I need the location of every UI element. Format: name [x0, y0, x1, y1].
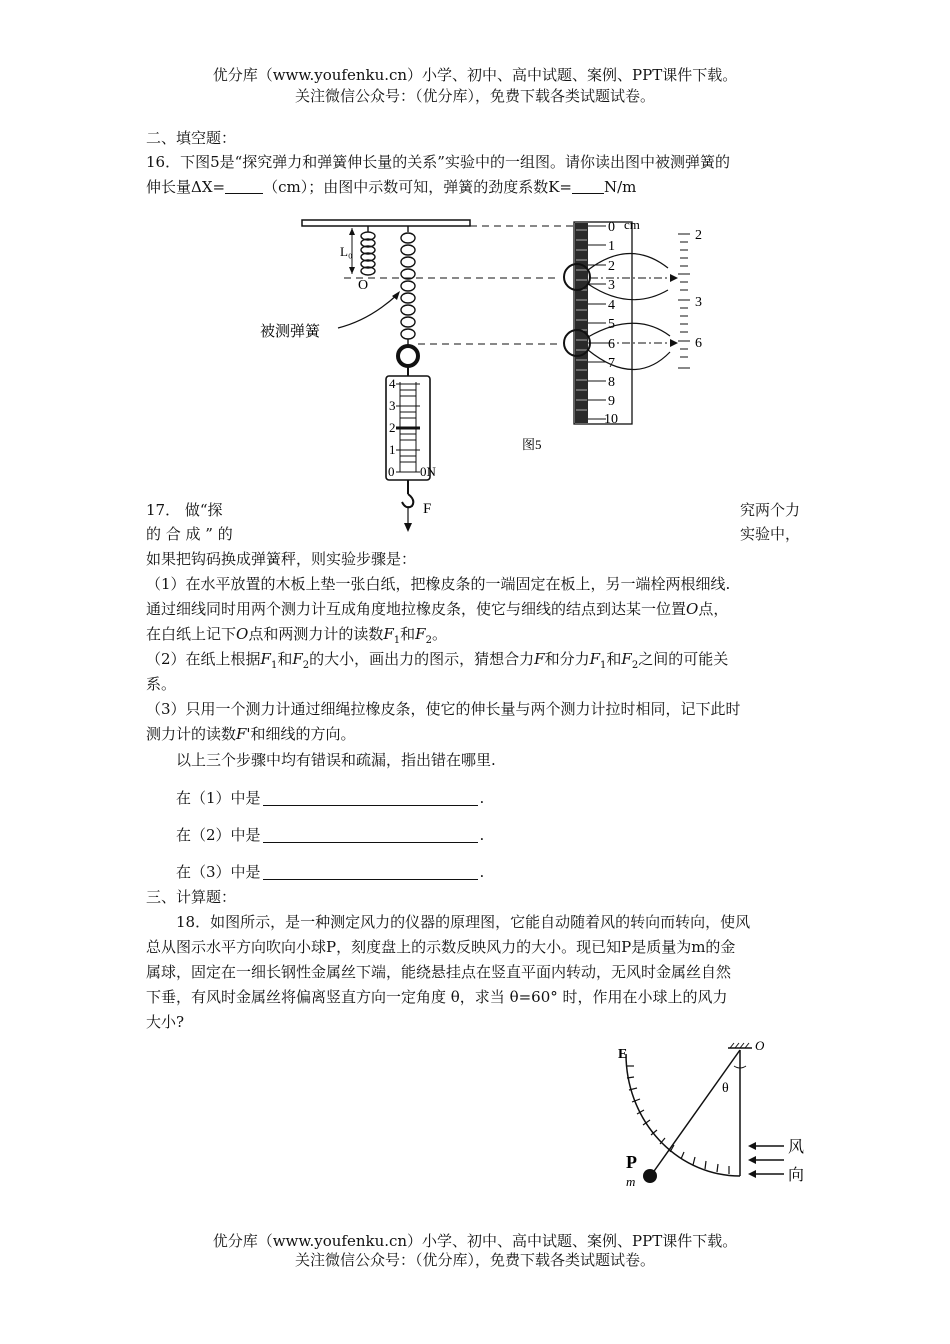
q17-step3-a: （3）只用一个测力计通过细绳拉橡皮条，使它的伸长量与两个测力计拉时相同，记下此时 — [146, 700, 741, 718]
figure5-caption: 图5 — [522, 437, 542, 452]
q17-line1-right: 究两个力 — [740, 501, 801, 519]
q17-f1: F — [383, 625, 394, 643]
q17-step2-and: 和 — [277, 650, 293, 668]
arc-scale — [626, 1054, 740, 1176]
q17-step1-b-o: O — [686, 600, 699, 618]
o-label: O — [358, 278, 369, 293]
q17-and: 和 — [400, 625, 416, 643]
q17-line2-left: 的 合 成 ” 的 — [146, 525, 233, 543]
dyn-tick-3: 3 — [389, 398, 396, 413]
q16-text-b: （cm）；由图中示数可知，弹簧的劲度系数K= — [263, 178, 572, 196]
q17-line1-left: 17． 做“探 — [146, 501, 223, 519]
q17-ans1-label: 在（1）中是 — [176, 789, 261, 807]
q17-step3-b — [146, 722, 806, 746]
q17-step2-f1-sub: 1 — [270, 660, 278, 671]
q17-step2-and-b: 和 — [606, 650, 622, 668]
q16-line2 — [146, 175, 806, 199]
figure5-diagram — [250, 210, 720, 535]
ruler-tick-0: 0 — [608, 220, 615, 235]
page-header-line2: 关注微信公众号：（优分库），免费下载各类试题试卷。 — [294, 87, 655, 105]
ruler-tick-7: 7 — [608, 356, 615, 371]
section3-title: 三、计算题： — [146, 888, 237, 906]
q17-step2-f1b-sub: 1 — [600, 660, 607, 671]
q16-blank-deltax[interactable] — [225, 179, 263, 194]
q16-line1: 16．下图5是“探究弹力和弹簧伸长量的关系”实验中的一组图。请你读出图中被测弹簧的 — [146, 153, 730, 171]
q17-f2: F — [415, 625, 426, 643]
wind-meter-diagram — [610, 1040, 820, 1190]
bottom-hook — [402, 494, 413, 507]
q17-step1-b-end: 点， — [698, 600, 729, 618]
q17-step2-f2b-sub: 2 — [631, 660, 639, 671]
ruler-tick-6: 6 — [608, 337, 615, 352]
q18-line2: 总从图示水平方向吹向小球P，刻度盘上的示数反映风力的大小。现已知P是质量为m的金 — [146, 938, 736, 956]
zoom-label-6: 6 — [695, 336, 702, 351]
hook-ring — [398, 346, 418, 366]
q17-step2-e: 系。 — [146, 675, 177, 693]
page-footer-line1: 优分库（www.youfenku.cn）小学、初中、高中试题、案例、PPT课件下载。 — [212, 1232, 738, 1250]
dyn-tick-1: 1 — [389, 442, 396, 457]
q16-blank-k[interactable] — [572, 179, 604, 194]
dyn-unit: 0N — [420, 464, 436, 479]
m-label: m — [626, 1174, 636, 1189]
theta-label: θ — [722, 1081, 729, 1096]
page-footer-line2: 关注微信公众号：（优分库），免费下载各类试题试卷。 — [294, 1251, 655, 1269]
q18-line5: 大小? — [146, 1013, 185, 1031]
q17-step2-d: 之间的可能关 — [638, 650, 729, 668]
force-label: F — [423, 501, 432, 517]
p-label: P — [626, 1152, 637, 1172]
dyn-tick-2: 2 — [389, 420, 396, 435]
metal-wire — [652, 1050, 740, 1174]
ball-p — [643, 1169, 657, 1183]
q17-ans2-period: . — [479, 826, 485, 844]
q17-answer2 — [176, 823, 836, 847]
q18-line1: 18．如图所示，是一种测定风力的仪器的原理图，它能自动随着风的转向而转向，使风 — [176, 913, 751, 931]
q17-ans1-period: . — [479, 789, 485, 807]
q18-line3: 属球，固定在一细长钢性金属丝下端，能绕悬挂点在竖直平面内转动，无风时金属丝自然 — [146, 963, 732, 981]
q17-ans3-blank[interactable] — [263, 863, 478, 880]
q17-step2-b: 的大小，画出力的图示，猜想合力 — [309, 650, 535, 668]
q17-step1-c-a: 在白纸上记下 — [146, 625, 237, 643]
q17-step2-f2-sub: 2 — [302, 660, 310, 671]
q17-step3-b-text: 测力计的读数 — [146, 725, 237, 743]
q18-line4: 下垂，有风时金属丝将偏离竖直方向一定角度 θ，求当 θ=60° 时，作用在小球上的风力 — [146, 988, 728, 1006]
tested-spring — [401, 226, 415, 347]
q17-ans2-label: 在（2）中是 — [176, 826, 261, 844]
q17-step2-f: F — [534, 650, 545, 668]
page-header-line1: 优分库（www.youfenku.cn）小学、初中、高中试题、案例、PPT课件下载。 — [212, 66, 738, 84]
spring-label: 被测弹簧 — [260, 324, 321, 340]
ruler-tick-10: 10 — [604, 412, 618, 427]
pivot-label: O — [755, 1040, 765, 1053]
section2-title: 二、填空题： — [146, 129, 237, 147]
natural-spring — [361, 226, 375, 275]
dyn-tick-0: 0 — [388, 464, 395, 479]
q16-text-c: N/m — [604, 178, 637, 196]
q17-step3-fp: F' — [236, 725, 251, 743]
q17-step1-a: （1）在水平放置的木板上垫一张白纸，把橡皮条的一端固定在板上，另一端栓两根细线. — [146, 575, 731, 593]
q17-step2-f2b: F — [621, 650, 632, 668]
q17-step3-c: 和细线的方向。 — [250, 725, 356, 743]
ruler-tick-8: 8 — [608, 375, 615, 390]
ruler-unit: cm — [624, 217, 640, 232]
q17-step2-f1: F — [260, 650, 271, 668]
ruler-tick-9: 9 — [608, 394, 615, 409]
q17-question: 以上三个步骤中均有错误和疏漏，指出错在哪里. — [176, 751, 496, 769]
ceiling-bar — [302, 220, 470, 226]
dyn-tick-4: 4 — [389, 376, 396, 391]
q17-step2-a: （2）在纸上根据 — [146, 650, 261, 668]
l0-label: L₀ — [340, 244, 353, 259]
zoom-label-2: 2 — [695, 228, 702, 243]
ruler-tick-5: 5 — [608, 317, 615, 332]
q17-step2-f2: F — [292, 650, 303, 668]
ruler-tick-4: 4 — [608, 298, 615, 313]
q17-answer3 — [176, 860, 836, 884]
e-label: E — [618, 1047, 628, 1062]
q17-f2-sub: 2 — [425, 635, 432, 646]
q17-f1-sub: 1 — [393, 635, 401, 646]
q17-line3: 如果把钩码换成弹簧秤，则实验步骤是： — [146, 550, 417, 568]
q17-step2-f1b: F — [589, 650, 601, 668]
wind-label-1: 风 — [788, 1139, 805, 1156]
wind-label-2: 向 — [788, 1167, 805, 1184]
q17-step2-c: 和分力 — [544, 650, 590, 668]
arc-ticks — [626, 1066, 729, 1174]
q17-ans3-label: 在（3）中是 — [176, 863, 261, 881]
ruler-tick-1: 1 — [608, 239, 615, 254]
q17-step1-b — [146, 597, 806, 621]
ruler-tick-3: 3 — [608, 278, 615, 293]
q17-ans1-blank[interactable] — [263, 789, 478, 806]
q17-step1-c-o: O — [236, 625, 249, 643]
q17-ans2-blank[interactable] — [263, 826, 478, 843]
zoom-label-3: 3 — [695, 295, 702, 310]
q16-text-a: 伸长量ΔX= — [146, 178, 226, 196]
q17-ans3-period: . — [479, 863, 485, 881]
q17-answer1 — [176, 786, 836, 810]
ruler-tick-2: 2 — [608, 259, 615, 274]
q17-step1-b-text: 通过细线同时用两个测力计互成角度地拉橡皮条，使它与细线的结点到达某一位置 — [146, 600, 687, 618]
q17-step1-c-end: 。 — [431, 625, 447, 643]
q17-line2-right: 实验中， — [740, 525, 801, 543]
q17-step1-c-b: 点和两测力计的读数 — [248, 625, 384, 643]
zoom-scale — [678, 234, 690, 368]
